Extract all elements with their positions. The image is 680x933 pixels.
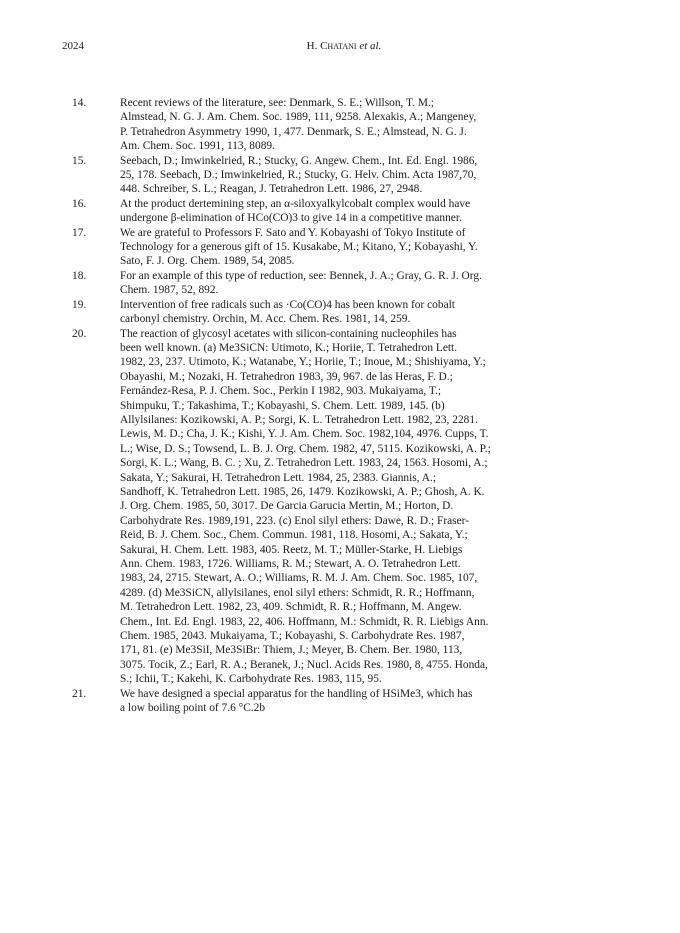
reference-line: 3075. Tocik, Z.; Earl, R. A.; Beranek, J.; Nucl. Acids Res. 1980, 8, 4755. Honda,	[120, 658, 488, 671]
reference-line: For an example of this type of reduction, see: Bennek, J. A.; Gray, G. R. J. Org.	[120, 269, 482, 282]
reference-item	[72, 96, 632, 154]
reference-line: P. Tetrahedron Asymmetry 1990, 1, 477. Denmark, S. E.; Almstead, N. G. J.	[120, 125, 467, 138]
reference-number: 20.	[72, 327, 87, 340]
reference-line: 171, 81. (e) Me3SiI, Me3SiBr: Thiem, J.; Meyer, B. Chem. Ber. 1980, 113,	[120, 644, 463, 657]
reference-item	[72, 197, 632, 226]
reference-line: At the product dertemining step, an α-siloxyalkylcobalt complex would have	[120, 197, 471, 210]
reference-number: 16.	[72, 197, 87, 210]
reference-line: Lewis, M. D.; Cha, J. K.; Kishi, Y. J. Am. Chem. Soc. 1982,104, 4976. Cupps, T.	[120, 428, 489, 441]
reference-line: Chem. 1987, 52, 892.	[120, 284, 219, 297]
reference-number: 14.	[72, 97, 87, 109]
reference-line: Chem. 1985, 2043. Mukaiyama, T.; Kobayashi, S. Carbohydrate Res. 1987,	[120, 630, 465, 643]
running-head-suffix: et al.	[356, 40, 382, 52]
page-number: 2024	[62, 40, 84, 52]
reference-line: Ann. Chem. 1983, 1726. Williams, R. M.; Stewart, A. O. Tetrahedron Lett.	[120, 558, 461, 570]
reference-item	[72, 327, 632, 687]
reference-line: Sato, F. J. Org. Chem. 1989, 54, 2085.	[120, 255, 295, 268]
reference-line: M. Tetrahedron Lett. 1982, 23, 409. Schmidt, R. R.; Hoffmann, M. Angew.	[120, 601, 462, 614]
reference-line: Shimpuku, T.; Takashima, T.; Kobayashi, S. Chem. Lett. 1989, 145. (b)	[120, 399, 445, 412]
running-head-author: H. Chatani	[306, 40, 357, 52]
reference-line: Allylsilanes: Kozikowski, A. P.; Sorgi, K. L. Tetrahedron Lett. 1982, 23, 2281.	[120, 413, 478, 426]
reference-line: Intervention of free radicals such as ·Co(CO)4 has been known for cobalt	[120, 298, 455, 311]
reference-line: 448. Schreiber, S. L.; Reagan, J. Tetrahedron Lett. 1986, 27, 2948.	[120, 183, 423, 196]
reference-number: 15.	[72, 154, 87, 167]
reference-line: 1983, 24, 2715. Stewart, A. O.; Williams, R. M. J. Am. Chem. Soc. 1985, 107,	[120, 572, 478, 585]
reference-line: J. Org. Chem. 1985, 50, 3017. De Garcia Garucia Mertin, M.; Horton, D.	[120, 500, 454, 513]
reference-line: Recent reviews of the literature, see: Denmark, S. E.; Willson, T. M.;	[120, 97, 434, 109]
reference-line: 4289. (d) Me3SiCN, allylsilanes, enol silyl ethers: Schmidt, R. R.; Hoffmann,	[120, 586, 475, 599]
reference-line: The reaction of glycosyl acetates with silicon-containing nucleophiles has	[120, 327, 457, 340]
reference-line: undergone β-elimination of HCo(CO)3 to give 14 in a competitive manner.	[120, 212, 462, 225]
reference-line: been well known. (a) Me3SiCN: Utimoto, K.; Horiie, T. Tetrahedron Lett.	[120, 341, 458, 354]
reference-line: Sakata, Y.; Sakurai, H. Tetrahedron Lett. 1984, 25, 2383. Giannis, A.;	[120, 471, 436, 484]
reference-line: 25, 178. Seebach, D.; Imwinkelried, R.; Stucky, G. Helv. Chim. Acta 1987,70,	[120, 169, 477, 182]
reference-item	[72, 226, 632, 269]
reference-line: a low boiling point of 7.6 °C.2b	[120, 702, 266, 715]
reference-item	[72, 269, 632, 298]
reference-line: We are grateful to Professors F. Sato and Y. Kobayashi of Tokyo Institute of	[120, 226, 466, 239]
reference-line: Chem., Int. Ed. Engl. 1983, 22, 406. Hoffmann, M.: Schmidt, R. R. Liebigs Ann.	[120, 615, 489, 628]
reference-line: 1982, 23, 237. Utimoto, K.; Watanabe, Y.; Horiie, T.; Inoue, M.; Shishiyama, Y.;	[120, 356, 486, 369]
reference-item	[72, 687, 632, 716]
reference-item	[72, 154, 632, 197]
reference-line: carbonyl chemistry. Orchin, M. Acc. Chem. Res. 1981, 14, 259.	[120, 313, 411, 326]
reference-line: S.; Ichii, T.; Kakehi, K. Carbohydrate Res. 1983, 115, 95.	[120, 673, 382, 686]
reference-line: Fernández-Resa, P. J. Chem. Soc., Perkin I 1982, 903. Mukaiyama, T.;	[120, 385, 441, 398]
running-head	[62, 40, 626, 52]
reference-line: Seebach, D.; Imwinkelried, R.; Stucky, G. Angew. Chem., Int. Ed. Engl. 1986,	[120, 154, 478, 167]
reference-line: Am. Chem. Soc. 1991, 113, 8089.	[120, 140, 275, 153]
reference-line: Reid, B. J. Chem. Soc., Chem. Commun. 1981, 118. Hosomi, A.; Sakata, Y.;	[120, 529, 468, 542]
reference-line: Technology for a generous gift of 15. Kusakabe, M.; Kitano, Y.; Kobayashi, Y.	[120, 241, 478, 254]
reference-line: Sandhoff, K. Tetrahedron Lett. 1985, 26, 1479. Kozikowski, A. P.; Ghosh, A. K.	[120, 485, 485, 498]
reference-line: Carbohydrate Res. 1989,191, 223. (c) Enol silyl ethers: Dawe, R. D.; Fraser-	[120, 514, 470, 527]
reference-line: Obayashi, M.; Nozaki, H. Tetrahedron 1983, 39, 967. de las Heras, F. D.;	[120, 370, 453, 383]
reference-line: Sorgi, K. L.; Wang, B. C. ; Xu, Z. Tetrahedron Lett. 1983, 24, 1563. Hosomi, A.;	[120, 457, 488, 470]
reference-number: 19.	[72, 298, 87, 311]
references-list	[72, 96, 632, 715]
reference-line: Almstead, N. G. J. Am. Chem. Soc. 1989, 111, 9258. Alexakis, A.; Mangeney,	[120, 111, 477, 124]
reference-number: 21.	[72, 687, 87, 700]
reference-line: We have designed a special apparatus for the handling of HSiMe3, which has	[120, 687, 473, 700]
page-header	[62, 40, 626, 56]
reference-number: 18.	[72, 269, 87, 282]
reference-item	[72, 298, 632, 327]
reference-line: L.; Wise, D. S.; Towsend, L. B. J. Org. Chem. 1982, 47, 5115. Kozikowski, A. P.;	[120, 442, 491, 455]
reference-number: 17.	[72, 226, 87, 239]
reference-line: Sakurai, H. Chem. Lett. 1983, 405. Reetz, M. T.; Müller-Starke, H. Liebigs	[120, 543, 463, 556]
